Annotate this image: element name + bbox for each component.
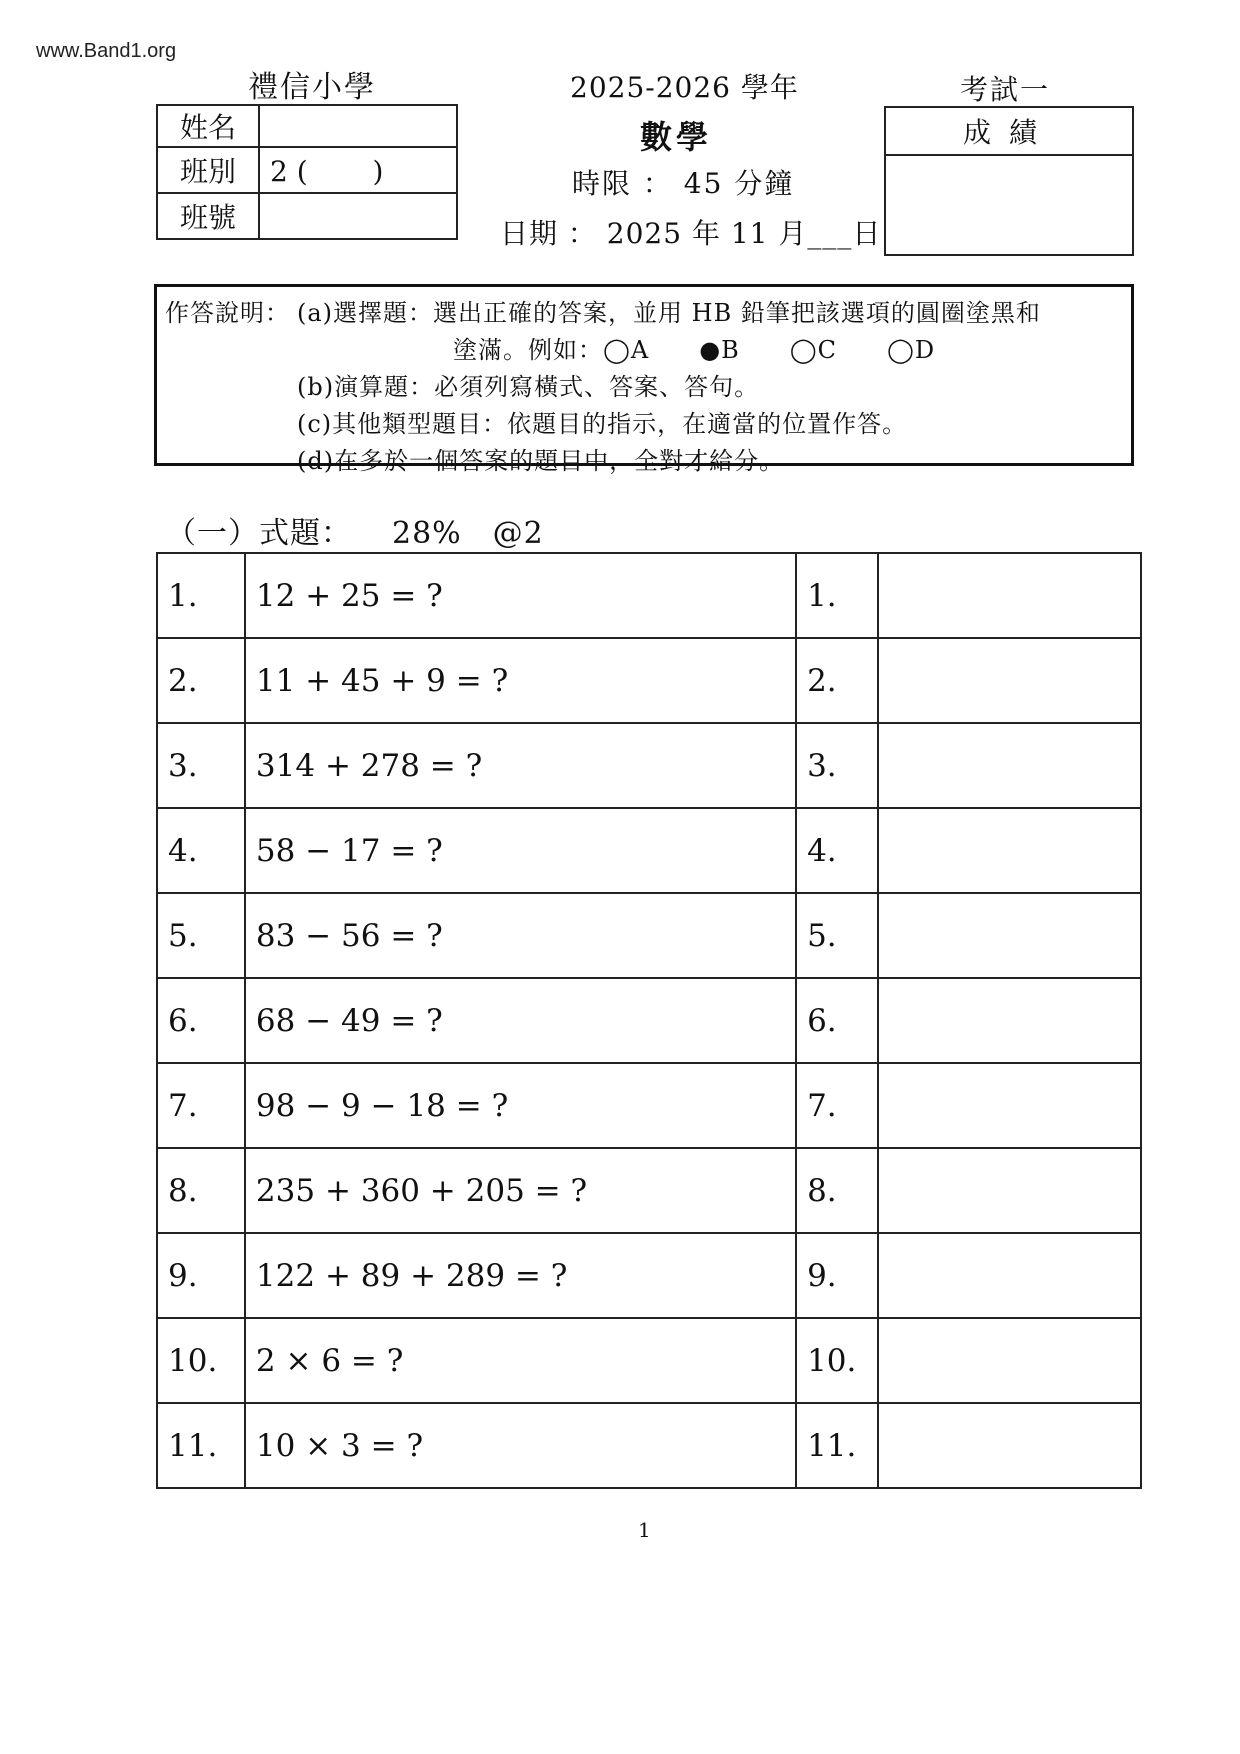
school-year: 2025-2026 學年 <box>570 71 799 104</box>
instruction-line: (b)演算題：必須列寫橫式、答案、答句。 <box>297 373 760 401</box>
question-expression: 235 + 360 + 205 = ? <box>245 1148 796 1233</box>
answer-number: 5. <box>796 893 878 978</box>
answer-field[interactable] <box>878 553 1141 638</box>
section-heading <box>166 508 544 552</box>
answer-number: 3. <box>796 723 878 808</box>
question-row <box>157 893 1141 978</box>
student-number-row <box>157 193 457 239</box>
question-number: 9. <box>157 1233 245 1318</box>
question-expression: 98 − 9 − 18 = ? <box>245 1063 796 1148</box>
answer-number: 10. <box>796 1318 878 1403</box>
question-row <box>157 553 1141 638</box>
answer-number: 8. <box>796 1148 878 1233</box>
student-name-row <box>157 105 457 147</box>
instruction-line: 塗滿。例如：◯A ●B ◯C ◯D <box>453 336 936 364</box>
answer-number: 2. <box>796 638 878 723</box>
question-row <box>157 1063 1141 1148</box>
question-expression: 68 − 49 = ? <box>245 978 796 1063</box>
question-row <box>157 638 1141 723</box>
student-class-row <box>157 147 457 193</box>
instruction-line: (d)在多於一個答案的題目中，全對才給分。 <box>297 447 785 475</box>
subject-title: 數學 <box>640 118 713 156</box>
question-expression: 122 + 89 + 289 = ? <box>245 1233 796 1318</box>
instructions-box <box>154 284 1134 475</box>
question-number: 1. <box>157 553 245 638</box>
question-row <box>157 1233 1141 1318</box>
page-number: 1 <box>638 1518 651 1542</box>
instruction-line: (a)選擇題：選出正確的答案，並用 HB 鉛筆把該選項的圓圈塗黑和 <box>297 299 1041 327</box>
name-label: 姓名 <box>157 105 259 147</box>
answer-field[interactable] <box>878 808 1141 893</box>
question-number: 2. <box>157 638 245 723</box>
score-field[interactable] <box>885 155 1133 255</box>
answer-number: 6. <box>796 978 878 1063</box>
answer-number: 1. <box>796 553 878 638</box>
answer-field[interactable] <box>878 638 1141 723</box>
question-row <box>157 978 1141 1063</box>
question-number: 5. <box>157 893 245 978</box>
class-label: 班別 <box>157 147 259 193</box>
name-field[interactable] <box>259 105 457 147</box>
question-row <box>157 808 1141 893</box>
answer-field[interactable] <box>878 1063 1141 1148</box>
question-number: 10. <box>157 1318 245 1403</box>
time-limit: 時限 ： 45 分鐘 <box>572 167 795 200</box>
class-number-label: 班號 <box>157 193 259 239</box>
class-field[interactable]: 2 ( ) <box>259 147 457 193</box>
question-number: 7. <box>157 1063 245 1148</box>
instruction-line: (c)其他類型題目：依題目的指示，在適當的位置作答。 <box>297 410 908 438</box>
student-info-table <box>156 104 458 240</box>
instructions-lead: 作答說明： <box>165 299 290 327</box>
question-number: 3. <box>157 723 245 808</box>
questions-table <box>156 552 1142 1489</box>
question-number: 4. <box>157 808 245 893</box>
question-expression: 12 + 25 = ? <box>245 553 796 638</box>
class-number-field[interactable] <box>259 193 457 239</box>
score-box <box>884 106 1134 256</box>
question-expression: 10 × 3 = ? <box>245 1403 796 1488</box>
answer-field[interactable] <box>878 723 1141 808</box>
exam-title: 考試一 <box>960 73 1051 106</box>
score-label: 成績 <box>885 107 1133 155</box>
question-expression: 2 × 6 = ? <box>245 1318 796 1403</box>
answer-number: 4. <box>796 808 878 893</box>
section-marks: 28% @2 <box>392 516 544 551</box>
answer-field[interactable] <box>878 1148 1141 1233</box>
question-row <box>157 1148 1141 1233</box>
answer-number: 7. <box>796 1063 878 1148</box>
question-row <box>157 723 1141 808</box>
answer-number: 11. <box>796 1403 878 1488</box>
question-expression: 83 − 56 = ? <box>245 893 796 978</box>
exam-date: 日期 ： 2025 年 11 月___日 <box>500 217 882 250</box>
answer-field[interactable] <box>878 1233 1141 1318</box>
section-title: （一）式題： <box>166 516 352 551</box>
school-name: 禮信小學 <box>248 70 376 105</box>
question-expression: 11 + 45 + 9 = ? <box>245 638 796 723</box>
question-expression: 58 − 17 = ? <box>245 808 796 893</box>
answer-field[interactable] <box>878 893 1141 978</box>
answer-field[interactable] <box>878 978 1141 1063</box>
question-expression: 314 + 278 = ? <box>245 723 796 808</box>
answer-number: 9. <box>796 1233 878 1318</box>
question-row <box>157 1318 1141 1403</box>
question-row <box>157 1403 1141 1488</box>
answer-field[interactable] <box>878 1318 1141 1403</box>
answer-field[interactable] <box>878 1403 1141 1488</box>
question-number: 8. <box>157 1148 245 1233</box>
question-number: 6. <box>157 978 245 1063</box>
question-number: 11. <box>157 1403 245 1488</box>
watermark-text: www.Band1.org <box>36 40 177 62</box>
